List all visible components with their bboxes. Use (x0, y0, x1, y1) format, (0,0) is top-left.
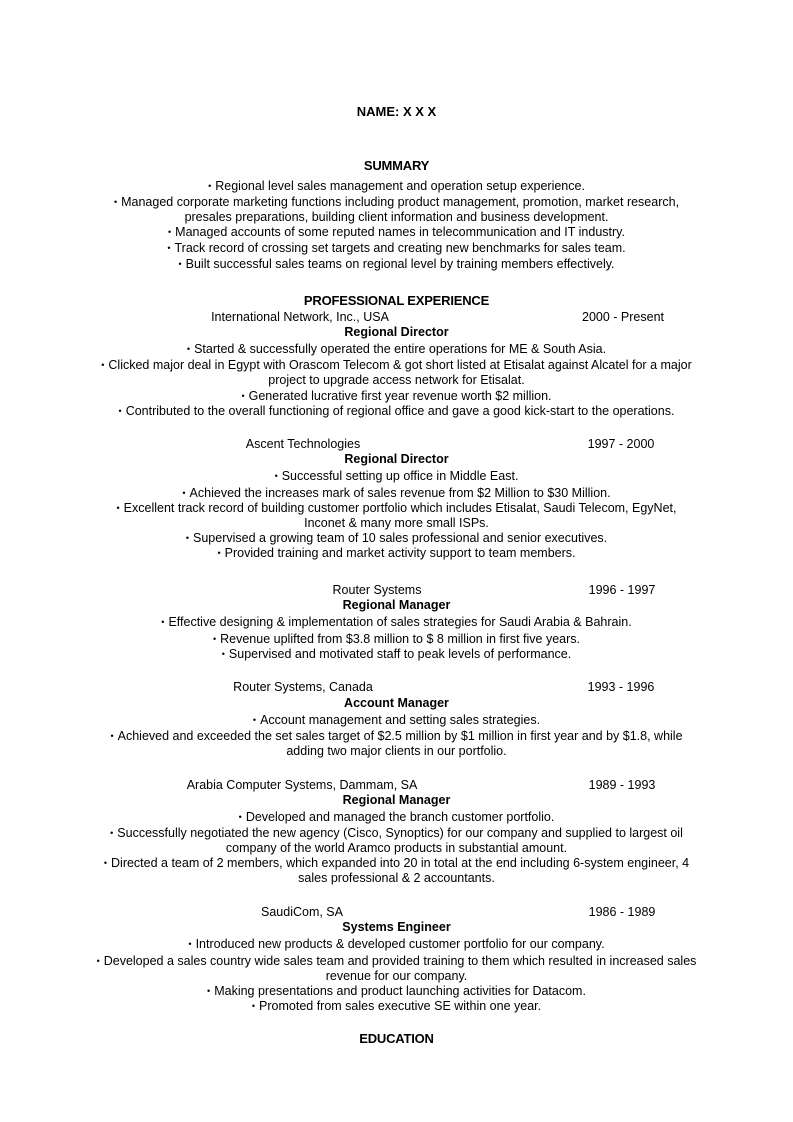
education-heading: EDUCATION (359, 1031, 434, 1046)
job-line: • Supervised and motivated staff to peak levels of performance. (0, 647, 793, 663)
job-title: Regional Director (344, 452, 449, 466)
summary-line: • Built successful sales teams on regional level by training members effectively. (0, 257, 793, 273)
job-dates: 1986 - 1989 (588, 905, 656, 919)
job-dates: 1989 - 1993 (588, 778, 656, 792)
summary-line: • Managed accounts of some reputed names in telecommunication and IT industry. (0, 225, 793, 241)
job-dates: 1997 - 2000 (587, 437, 655, 451)
job-line-continued: project to upgrade access network for Etisalat. (268, 373, 525, 387)
job-line: • Effective designing & implementation of sales strategies for Saudi Arabia & Bahrain. (0, 615, 793, 631)
job-line: • Account management and setting sales strategies. (0, 713, 793, 729)
job-line: • Supervised a growing team of 10 sales professional and senior executives. (0, 531, 793, 547)
job-line-continued: company of the world Aramco products in substantial amount. (225, 841, 568, 855)
job-line-continued: Inconet & many more small ISPs. (304, 516, 489, 530)
job-dates: 2000 - Present (582, 310, 664, 324)
job-title: Systems Engineer (342, 920, 451, 934)
job-line: • Generated lucrative first year revenue worth $2 million. (0, 389, 793, 405)
job-line: • Started & successfully operated the entire operations for ME & South Asia. (0, 342, 793, 358)
job-line-continued: adding two major clients in our portfolio. (286, 744, 507, 758)
job-line: • Successfully negotiated the new agency (Cisco, Synoptics) for our company and supplied to largest oil (0, 826, 793, 842)
job-title: Regional Director (344, 325, 449, 339)
job-line: • Promoted from sales executive SE within one year. (0, 999, 793, 1015)
job-line: • Developed and managed the branch customer portfolio. (0, 810, 793, 826)
summary-line: • Regional level sales management and operation setup experience. (0, 179, 793, 195)
job-line: • Excellent track record of building customer portfolio which includes Etisalat, Saudi Telecom, EgyNet, (0, 501, 793, 517)
job-title: Account Manager (344, 696, 449, 710)
job-dates: 1996 - 1997 (588, 583, 656, 597)
job-line: • Making presentations and product launching activities for Datacom. (0, 984, 793, 1000)
job-line: • Successful setting up office in Middle East. (0, 469, 793, 485)
summary-line-continued: presales preparations, building client information and business development. (184, 210, 609, 224)
job-line: • Clicked major deal in Egypt with Orascom Telecom & got short listed at Etisalat against Alcatel for a major (0, 358, 793, 374)
job-line: • Contributed to the overall functioning of regional office and gave a good kick-start to the operations. (0, 404, 793, 420)
job-company: Arabia Computer Systems, Dammam, SA (186, 778, 418, 792)
job-line: • Achieved the increases mark of sales revenue from $2 Million to $30 Million. (0, 486, 793, 502)
job-title: Regional Manager (342, 598, 451, 612)
job-line: • Introduced new products & developed customer portfolio for our company. (0, 937, 793, 953)
job-dates: 1993 - 1996 (587, 680, 655, 694)
summary-heading: SUMMARY (363, 158, 430, 173)
job-line: • Revenue uplifted from $3.8 million to $ 8 million in first five years. (0, 632, 793, 648)
experience-heading: PROFESSIONAL EXPERIENCE (303, 293, 490, 308)
job-line: • Directed a team of 2 members, which expanded into 20 in total at the end including 6-system engineer, 4 (0, 856, 793, 872)
job-company: Router Systems, Canada (233, 680, 373, 694)
job-company: Router Systems (332, 583, 422, 597)
job-title: Regional Manager (342, 793, 451, 807)
job-line: • Developed a sales country wide sales team and provided training to them which resulted in increased sales (0, 954, 793, 970)
job-company: SaudiCom, SA (261, 905, 343, 919)
job-line: • Provided training and market activity support to team members. (0, 546, 793, 562)
job-line: • Achieved and exceeded the set sales target of $2.5 million by $1 million in first year and by $1.8, while (0, 729, 793, 745)
summary-line: • Track record of crossing set targets and creating new benchmarks for sales team. (0, 241, 793, 257)
summary-line: • Managed corporate marketing functions including product management, promotion, market research, (0, 195, 793, 211)
job-line-continued: sales professional & 2 accountants. (298, 871, 495, 885)
job-company: Ascent Technologies (245, 437, 361, 451)
job-line-continued: revenue for our company. (325, 969, 468, 983)
resume-name: NAME: X X X (356, 104, 437, 119)
job-company: International Network, Inc., USA (211, 310, 389, 324)
